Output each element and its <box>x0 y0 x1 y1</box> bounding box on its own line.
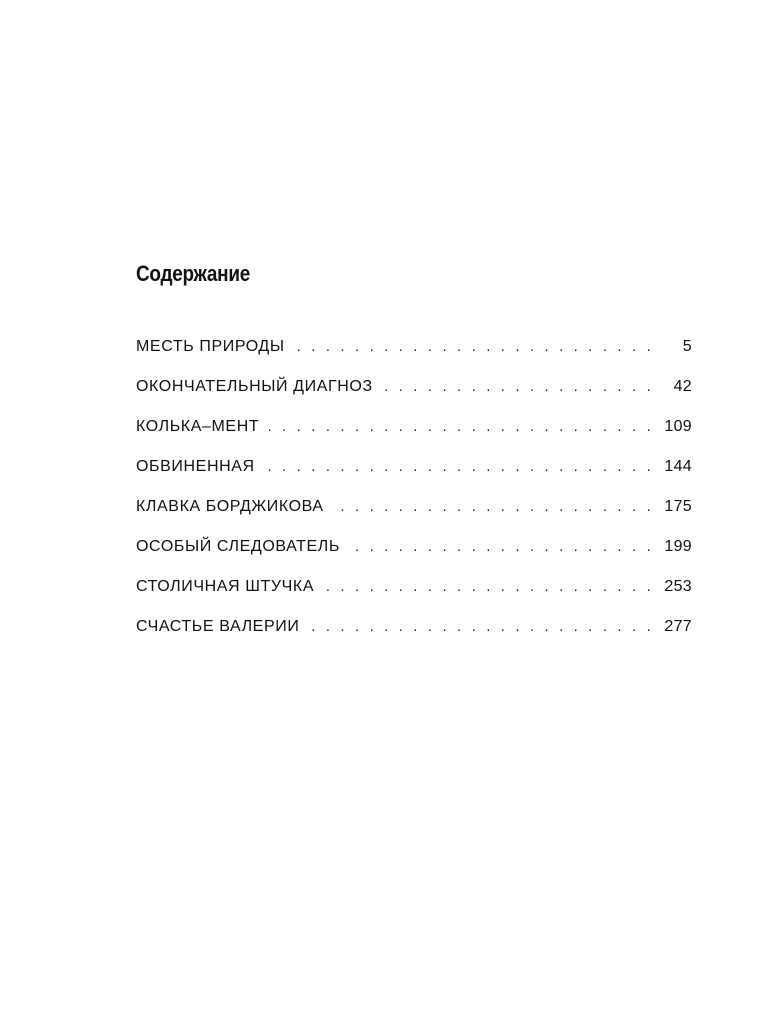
toc-entry <box>136 538 692 578</box>
dot-leader <box>295 338 654 354</box>
toc-page-number: 42 <box>673 378 692 395</box>
toc-page-number: 5 <box>682 338 692 355</box>
toc-entry <box>136 458 692 498</box>
toc-entry-title: ОСОБЫЙ СЛЕДОВАТЕЛЬ <box>136 538 340 555</box>
toc-entry <box>136 418 692 458</box>
toc-entry <box>136 578 692 618</box>
toc-list <box>136 338 692 658</box>
toc-entry <box>136 618 692 658</box>
toc-entry-title: КОЛЬКА–МЕНТ <box>136 418 260 435</box>
dot-leader <box>269 418 654 434</box>
toc-entry <box>136 498 692 538</box>
toc-entry-title: МЕСТЬ ПРИРОДЫ <box>136 338 285 355</box>
toc-entry <box>136 378 692 418</box>
dot-leader <box>324 578 654 594</box>
dot-leader <box>309 618 654 634</box>
toc-entry-title: КЛАВКА БОРДЖИКОВА <box>136 498 324 515</box>
toc-entry <box>136 338 692 378</box>
toc-page-number: 199 <box>664 538 692 555</box>
dot-leader <box>265 458 654 474</box>
dot-leader <box>383 378 654 394</box>
dot-leader <box>334 498 654 514</box>
toc-page-number: 144 <box>664 458 692 475</box>
toc-entry-title: ОБВИНЕННАЯ <box>136 458 255 475</box>
dot-leader <box>350 538 654 554</box>
toc-page-number: 253 <box>664 578 692 595</box>
table-of-contents <box>136 258 692 635</box>
toc-entry-title: СЧАСТЬЕ ВАЛЕРИИ <box>136 618 300 635</box>
toc-entry-title: СТОЛИЧНАЯ ШТУЧКА <box>136 578 315 595</box>
toc-page-number: 175 <box>664 498 692 515</box>
toc-heading: Содержание <box>136 261 250 286</box>
toc-page-number: 277 <box>664 618 692 635</box>
toc-entry-title: ОКОНЧАТЕЛЬНЫЙ ДИАГНОЗ <box>136 378 373 395</box>
toc-page-number: 109 <box>664 418 692 435</box>
